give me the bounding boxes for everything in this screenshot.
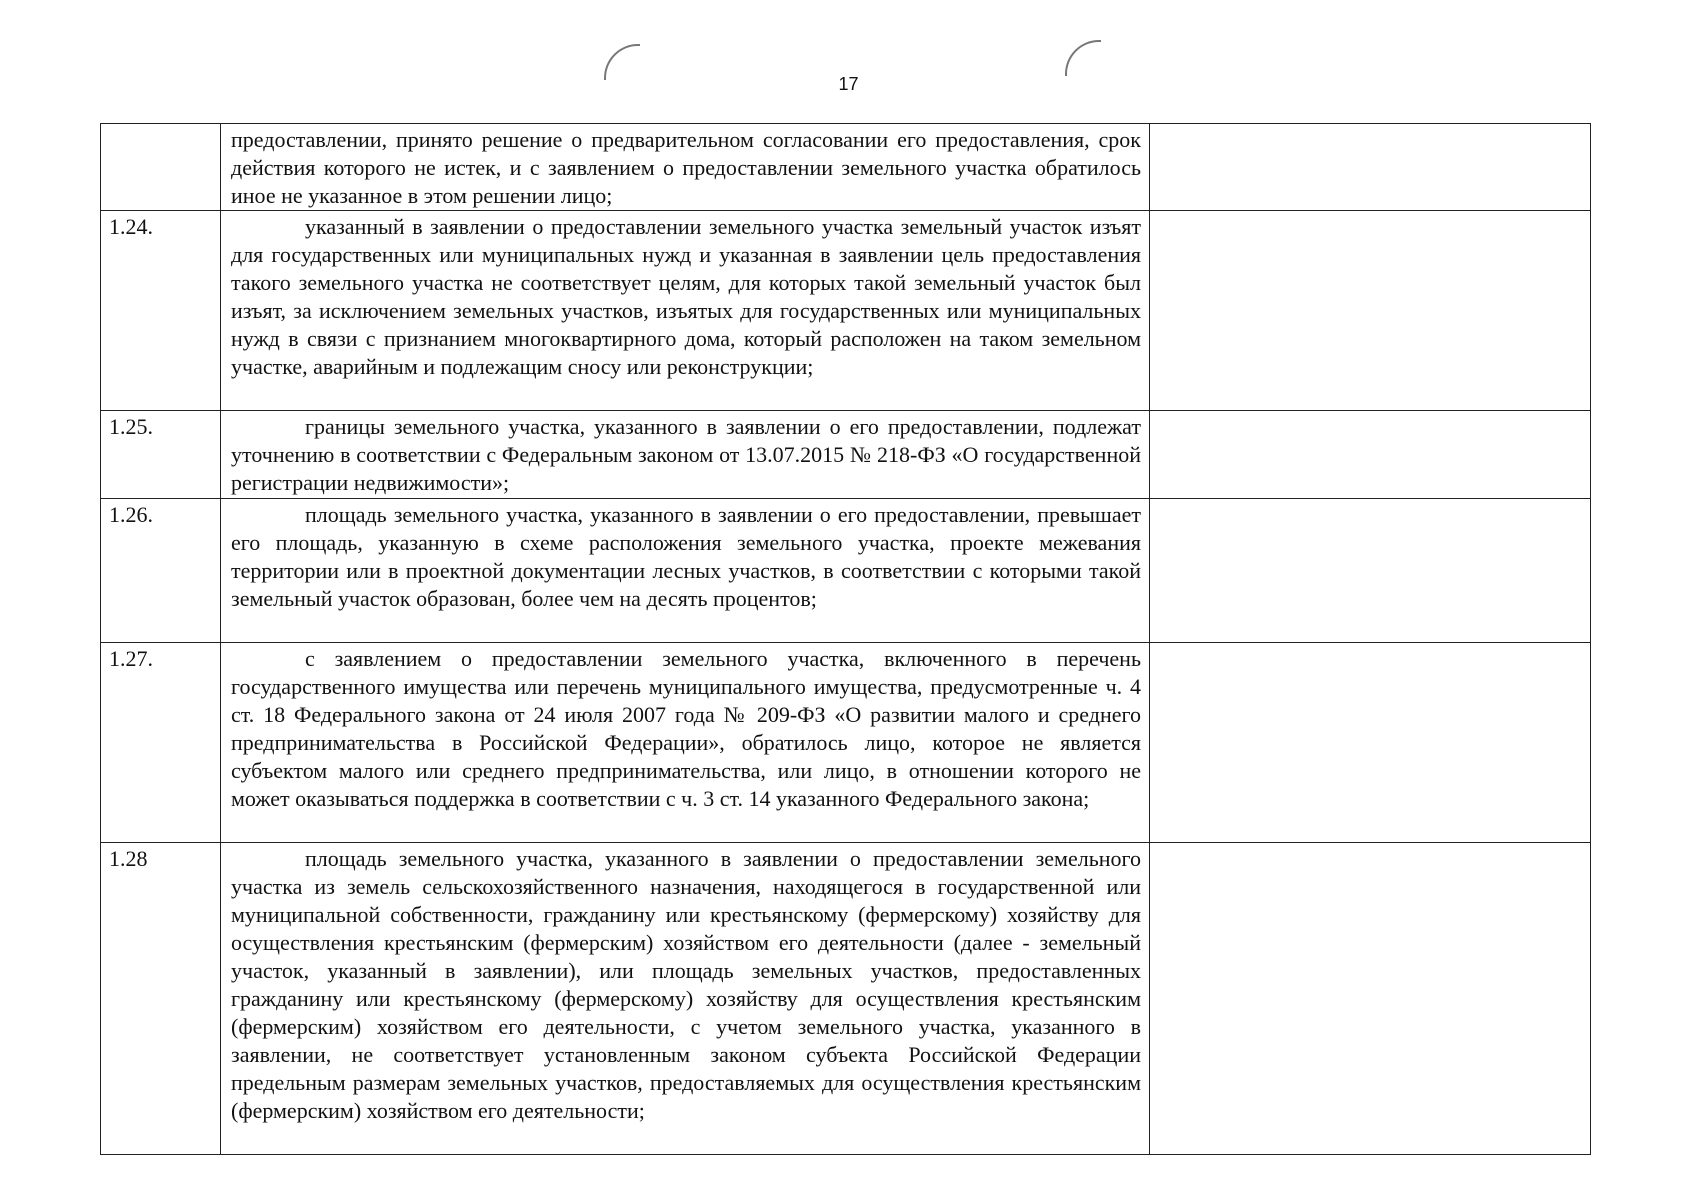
row-empty-cell [1150, 411, 1591, 499]
row-text: предоставлении, принято решение о предварительном согласовании его предоставления, срок действия которого не истек, и с заявлением о предоставлении земельного участка обратилось иное не указанное в этом решении лицо; [221, 124, 1150, 211]
row-number: 1.27. [101, 643, 221, 843]
row-empty-cell [1150, 643, 1591, 843]
row-empty-cell [1150, 499, 1591, 643]
table-row [101, 124, 1591, 211]
row-empty-cell [1150, 211, 1591, 411]
scan-artifact-mark [1065, 40, 1101, 76]
row-text: с заявлением о предоставлении земельного участка, включенного в перечень государственного имущества или перечень муниципального имущества, предусмотренные ч. 4 ст. 18 Федерального закона от 24 июля 2007 года № 209-ФЗ «О развитии малого и среднего предпринимательства в Российской Федерации», обратилось лицо, которое не является субъектом малого или среднего предпринимательства, или лицо, в отношении которого не может оказываться поддержка в соответствии с ч. 3 ст. 14 указанного Федерального закона; [221, 643, 1150, 843]
row-number: 1.28 [101, 843, 221, 1155]
page-number: 17 [838, 74, 859, 94]
table-row [101, 499, 1591, 643]
row-text: площадь земельного участка, указанного в заявлении о предоставлении земельного участка из земель сельскохозяйственного назначения, находящегося в государственной или муниципальной собственности, гражданину или крестьянскому (фермерскому) хозяйству для осуществления крестьянским (фермерским) хозяйством его деятельности (далее - земельный участок, указанный в заявлении), или площадь земельных участков, предоставленных гражданину или крестьянскому (фермерскому) хозяйству для осуществления крестьянским (фермерским) хозяйством его деятельности, с учетом земельного участка, указанного в заявлении, не соответствует установленным законом субъекта Российской Федерации предельным размерам земельных участков, предоставляемых для осуществления крестьянским (фермерским) хозяйством его деятельности; [221, 843, 1150, 1155]
table-row [101, 643, 1591, 843]
table-row [101, 211, 1591, 411]
row-number: 1.25. [101, 411, 221, 499]
row-text: указанный в заявлении о предоставлении земельного участка земельный участок изъят для государственных или муниципальных нужд и указанная в заявлении цель предоставления такого земельного участка не соответствует целям, для которых такой земельный участок был изъят, за исключением земельных участков, изъятых для государственных или муниципальных нужд в связи с признанием многоквартирного дома, который расположен на таком земельном участке, аварийным и подлежащим сносу или реконструкции; [221, 211, 1150, 411]
row-number: 1.24. [101, 211, 221, 411]
table-row [101, 843, 1591, 1155]
refusal-grounds-table [100, 123, 1591, 1155]
row-empty-cell [1150, 843, 1591, 1155]
row-text: площадь земельного участка, указанного в заявлении о его предоставлении, превышает его площадь, указанную в схеме расположения земельного участка, проекте межевания территории или в проектной документации лесных участков, в соответствии с которыми такой земельный участок образован, более чем на десять процентов; [221, 499, 1150, 643]
row-text: границы земельного участка, указанного в заявлении о его предоставлении, подлежат уточнению в соответствии с Федеральным законом от 13.07.2015 № 218-ФЗ «О государственной регистрации недвижимости»; [221, 411, 1150, 499]
table-row [101, 411, 1591, 499]
row-number [101, 124, 221, 211]
row-number: 1.26. [101, 499, 221, 643]
row-empty-cell [1150, 124, 1591, 211]
